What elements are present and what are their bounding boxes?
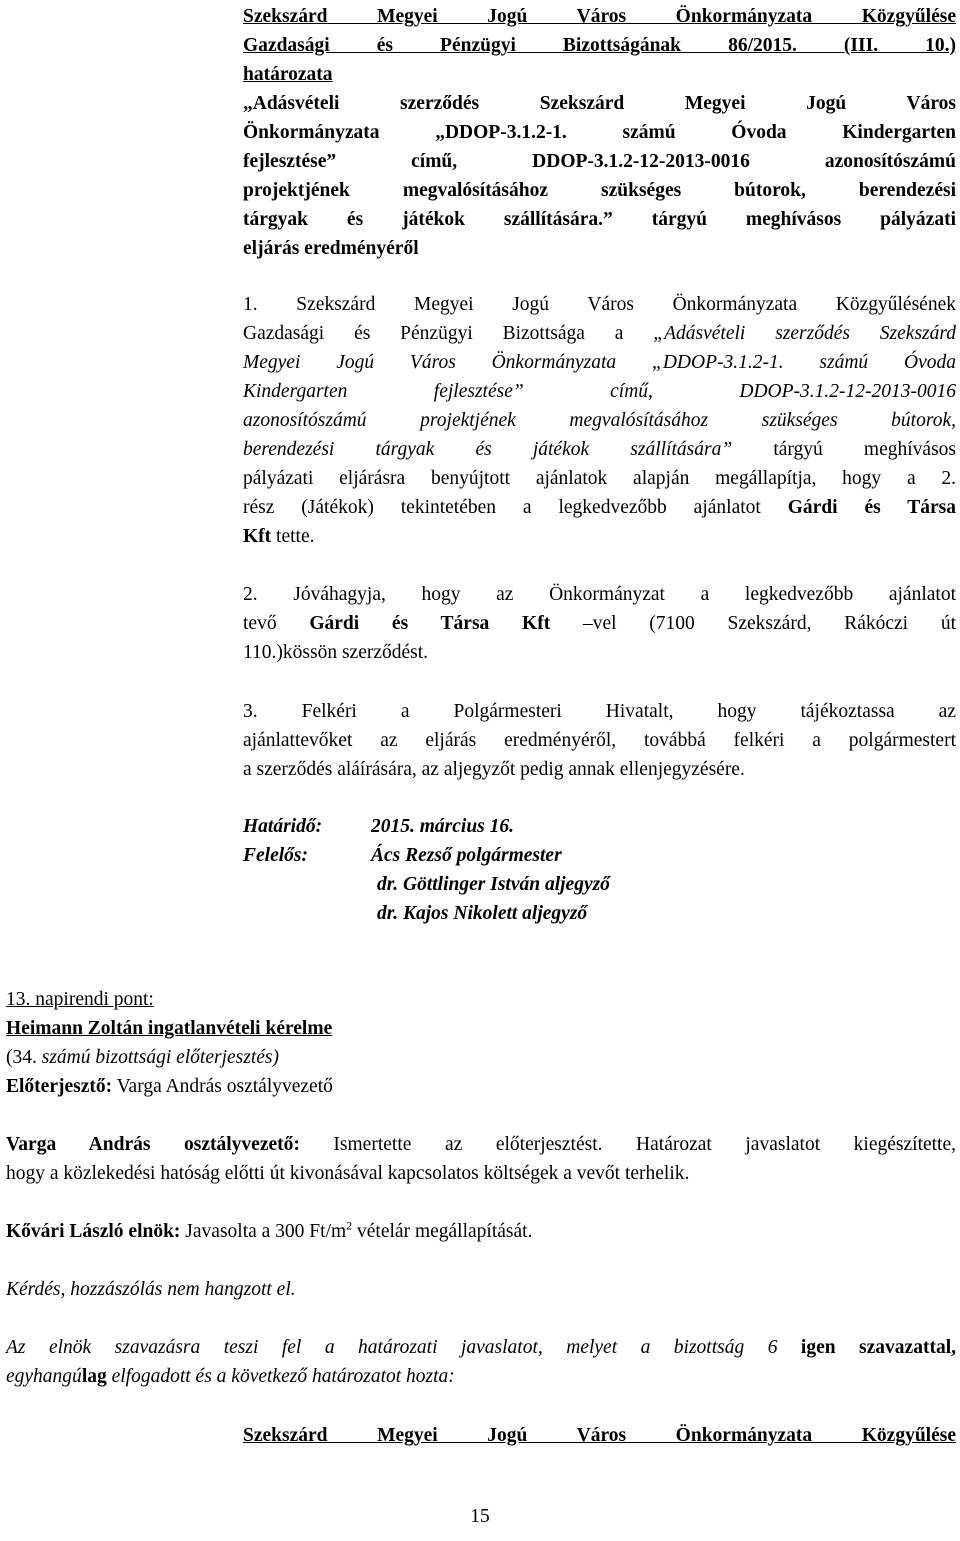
deadline-value: 2015. március 16. xyxy=(371,816,515,837)
heading-line: Önkormányzata „DDOP-3.1.2-1. számú Óvoda Kindergarten xyxy=(243,122,956,143)
point-line: azonosítószámú projektjének megvalósításához szükséges bútorok, xyxy=(243,410,956,431)
point-line: berendezési tárgyak és játékok szállítására” tárgyú meghívásos xyxy=(243,439,956,460)
vote-statement: egyhangúlag elfogadott és a következő határozatot hozta: xyxy=(6,1366,455,1387)
responsible-person: dr. Göttlinger István aljegyző xyxy=(377,874,610,895)
responsible-label: Felelős: xyxy=(243,845,308,866)
agenda-number: 13. napirendi pont: xyxy=(6,989,154,1010)
heading-line: Gazdasági és Pénzügyi Bizottságának 86/2015. (III. 10.) xyxy=(243,35,956,56)
speaker-statement: hogy a közlekedési hatóság előtti út kivonásával kapcsolatos költségek a vevőt terhelik. xyxy=(6,1163,690,1184)
responsible-person: dr. Kajos Nikolett aljegyző xyxy=(377,903,588,924)
heading-line: Szekszárd Megyei Jogú Város Önkormányzata Közgyűlése xyxy=(243,6,956,27)
heading-line: fejlesztése” című, DDOP-3.1.2-12-2013-0016 azonosítószámú xyxy=(243,151,956,172)
point-line: 2. Jóváhagyja, hogy az Önkormányzat a legkedvezőbb ajánlatot xyxy=(243,584,956,605)
heading-line: határozata xyxy=(243,64,333,85)
point-line: 1. Szekszárd Megyei Jogú Város Önkormányzata Közgyűlésének xyxy=(243,294,956,315)
next-resolution-heading: Szekszárd Megyei Jogú Város Önkormányzata Közgyűlése xyxy=(243,1425,956,1446)
point-line: rész (Játékok) tekintetében a legkedvezőbb ajánlatot Gárdi és Társa xyxy=(243,497,956,518)
agenda-presenter: Előterjesztő: Varga András osztályvezető xyxy=(6,1076,333,1097)
speaker-statement: Varga András osztályvezető: Ismertette az előterjesztést. Határozat javaslatot kiegészítette, xyxy=(6,1134,957,1155)
deadline-label: Határidő: xyxy=(243,816,323,837)
point-line: 3. Felkéri a Polgármesteri Hivatalt, hogy tájékoztassa az xyxy=(243,701,956,722)
agenda-title: Heimann Zoltán ingatlanvételi kérelme xyxy=(6,1018,333,1039)
point-line: Megyei Jogú Város Önkormányzata „DDOP-3.1.2-1. számú Óvoda xyxy=(243,352,956,373)
point-line: 110.)kössön szerződést. xyxy=(243,642,429,663)
agenda-item xyxy=(6,985,956,1105)
speaker-statement: Kővári László elnök: Javasolta a 300 $Ft/m^2$ vételár megállapítását. xyxy=(6,1218,533,1242)
point-line: pályázati eljárásra benyújtott ajánlatok alapján megállapítja, hogy a 2. xyxy=(243,468,956,489)
heading-line: eljárás eredményéről xyxy=(243,238,419,259)
discussion xyxy=(6,1130,956,1390)
point-line: tevő Gárdi és Társa Kft –vel (7100 Szekszárd, Rákóczi út xyxy=(243,613,957,634)
page-number: 15 xyxy=(470,1506,490,1527)
deadline-responsible xyxy=(243,812,956,932)
point-line: Gazdasági és Pénzügyi Bizottsága a „Adásvételi szerződés Szekszárd xyxy=(243,323,956,344)
heading-line: projektjének megvalósításához szükséges bútorok, berendezési xyxy=(243,180,956,201)
vote-statement: Az elnök szavazásra teszi fel a határozati javaslatot, melyet a bizottság 6 igen szavazattal, xyxy=(6,1337,956,1358)
point-line: a szerződés aláírására, az aljegyzőt pedig annak ellenjegyzésére. xyxy=(243,759,745,780)
point-line: ajánlattevőket az eljárás eredményéről, továbbá felkéri a polgármestert xyxy=(243,730,956,751)
responsible-person: Ács Rezső polgármester xyxy=(371,845,562,866)
no-questions-note: Kérdés, hozzászólás nem hangzott el. xyxy=(6,1279,296,1300)
heading-line: tárgyak és játékok szállítására.” tárgyú meghívásos pályázati xyxy=(243,209,956,230)
point-line: Kft tette. xyxy=(243,526,315,547)
heading-line: „Adásvételi szerződés Szekszárd Megyei Jogú Város xyxy=(243,93,956,114)
point-line: Kindergarten fejlesztése” című, DDOP-3.1.2-12-2013-0016 xyxy=(243,381,956,402)
agenda-reference: (34. számú bizottsági előterjesztés) xyxy=(6,1047,279,1068)
